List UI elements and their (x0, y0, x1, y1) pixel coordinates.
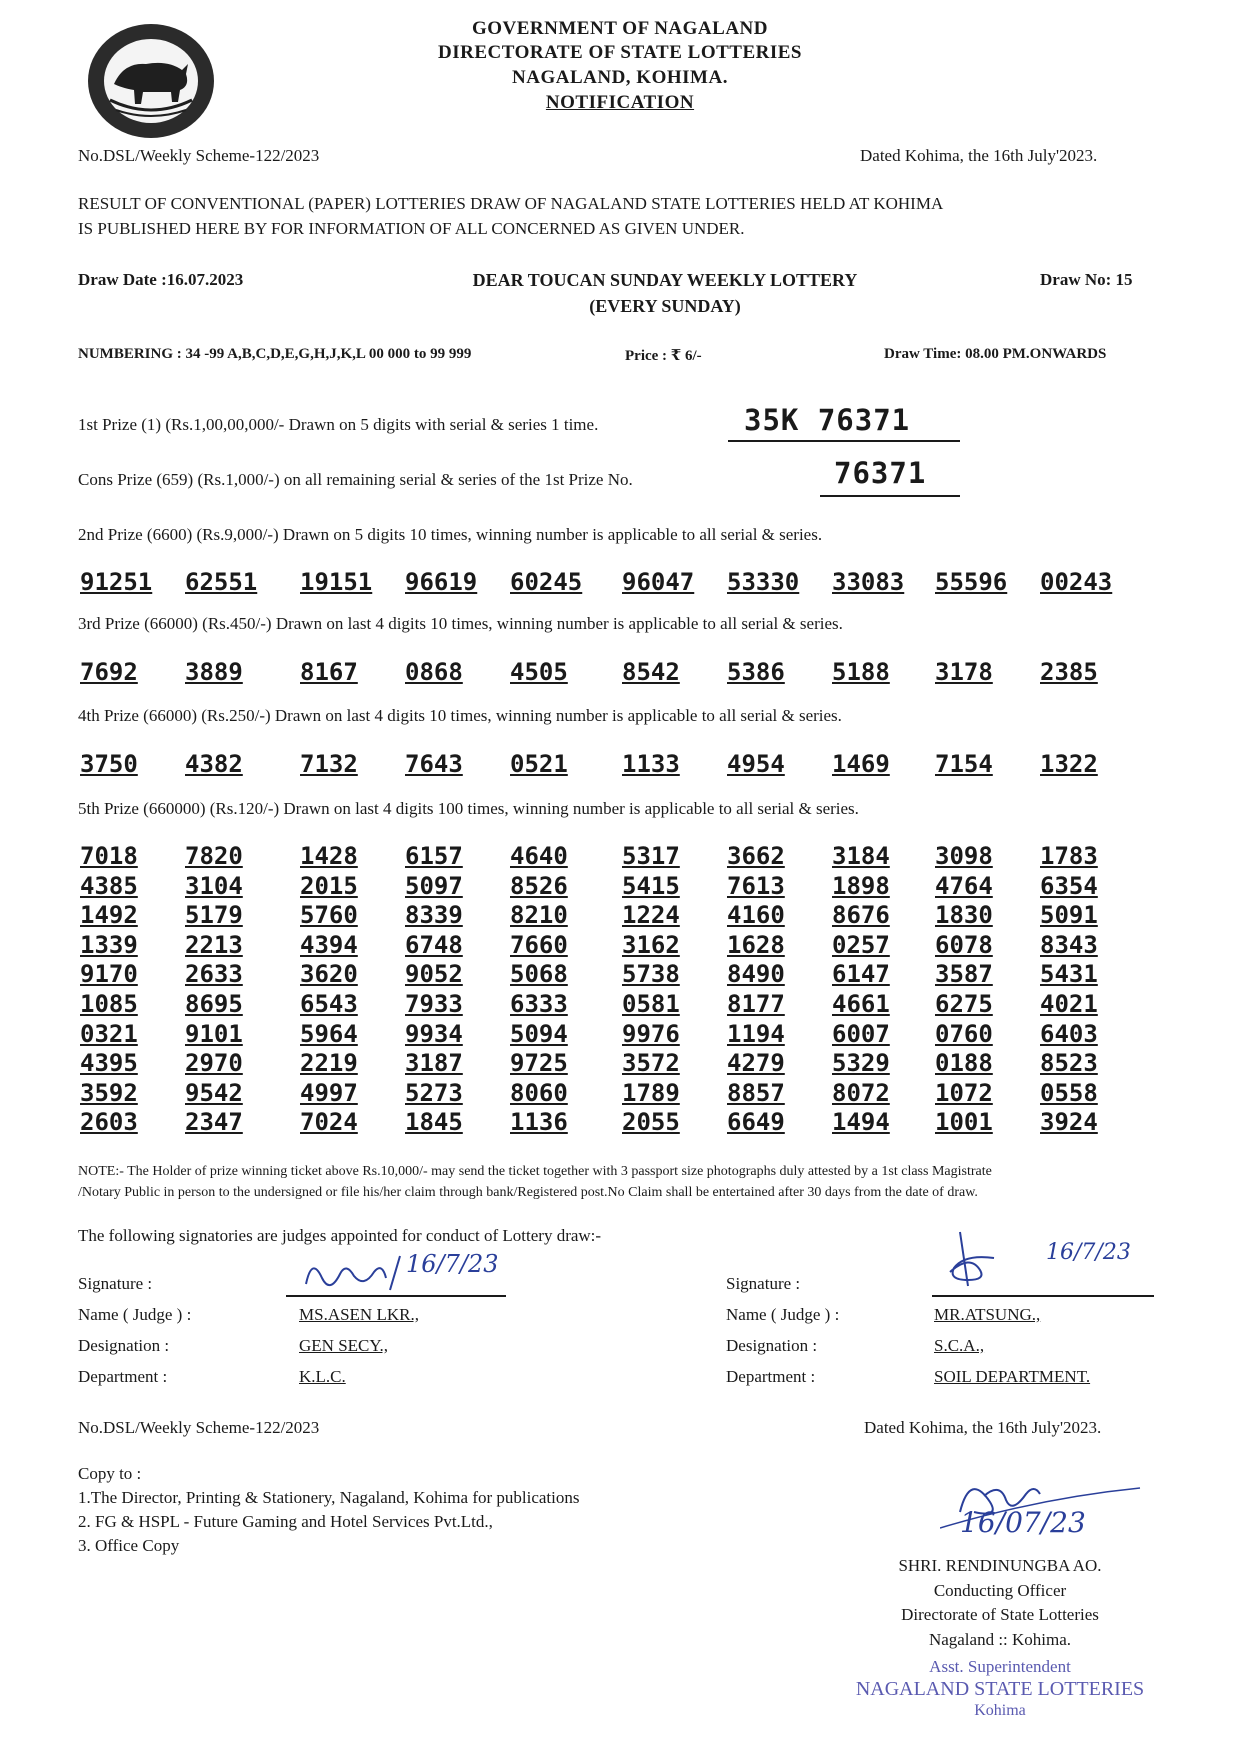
second-prize-number: 19151 (300, 568, 373, 596)
footer-reference-number: No.DSL/Weekly Scheme-122/2023 (78, 1418, 320, 1437)
name-label: Name ( Judge ) : (78, 1305, 192, 1324)
judge1-signature-date: 16/7/23 (406, 1250, 499, 1278)
fourth-prize-number: 4954 (727, 750, 785, 778)
first-prize-text: 1st Prize (1) (Rs.1,00,00,000/- Drawn on 5 digits with serial & series 1 time. (78, 415, 599, 434)
second-prize-numbers (80, 566, 1130, 598)
fifth-prize-number: 3104 (185, 871, 243, 900)
fifth-prize-number: 1789 (622, 1078, 680, 1107)
fifth-prize-number: 8210 (510, 901, 568, 930)
judge2-values (934, 1299, 1090, 1392)
officer-block (800, 1554, 1200, 1652)
third-prize-number: 0868 (405, 658, 463, 686)
fifth-prize-number: 9934 (405, 1019, 463, 1048)
fifth-prize-number: 1898 (832, 871, 890, 900)
fifth-prize-number: 5068 (510, 960, 568, 989)
draw-time: Draw Time: 08.00 PM.ONWARDS (884, 346, 1107, 362)
fifth-prize-number: 5097 (405, 871, 463, 900)
signature-label: Signature : (726, 1274, 801, 1293)
fifth-prize-number: 8676 (832, 901, 890, 930)
second-prize-number: 96047 (622, 568, 695, 596)
fifth-prize-number: 9101 (185, 1019, 243, 1048)
copy-to-item: 1.The Director, Printing & Stationery, Nagaland, Kohima for publications (78, 1488, 580, 1507)
judge1-designation: GEN SECY., (299, 1336, 388, 1355)
fourth-prize-number: 7132 (300, 750, 358, 778)
fifth-prize-number: 8343 (1040, 930, 1098, 959)
note-line-1: NOTE:- The Holder of prize winning ticket above Rs.10,000/- may send the ticket together with 3 passport size photographs duly attested by a 1st class Magistrate (78, 1164, 992, 1179)
fifth-prize-number: 1628 (727, 930, 785, 959)
fifth-prize-number: 6403 (1040, 1019, 1098, 1048)
second-prize-number: 33083 (832, 568, 905, 596)
second-prize-number: 60245 (510, 568, 583, 596)
fifth-prize-number: 3184 (832, 842, 890, 870)
officer-dept: Directorate of State Lotteries (901, 1605, 1099, 1624)
fifth-prize-number: 7613 (727, 871, 785, 900)
officer-signature (940, 1466, 1150, 1548)
judge1-labels (78, 1268, 191, 1392)
fifth-prize-number: 2633 (185, 960, 243, 989)
fifth-prize-number: 3162 (622, 930, 680, 959)
judge2-designation: S.C.A., (934, 1336, 985, 1355)
fifth-prize-number: 5760 (300, 901, 358, 930)
draw-number: Draw No: 15 (1040, 270, 1133, 289)
fifth-prize-number: 5431 (1040, 960, 1098, 989)
fifth-prize-number: 3187 (405, 1049, 463, 1078)
fifth-prize-number: 5329 (832, 1049, 890, 1078)
first-prize-number: 35K 76371 (744, 403, 911, 437)
note-line-2: /Notary Public in person to the undersigned or file his/her claim through bank/Registered post.No Claim shall be entertained after 30 days from the date of draw. (78, 1185, 978, 1200)
officer-place: Nagaland :: Kohima. (928, 1629, 1072, 1649)
fifth-prize-number: 9052 (405, 960, 463, 989)
second-prize-number: 91251 (80, 568, 153, 596)
cons-prize-number: 76371 (834, 456, 927, 490)
fifth-prize-number: 6748 (405, 930, 463, 959)
cons-prize-underline (820, 495, 960, 497)
fifth-prize-number: 4395 (80, 1049, 138, 1078)
fifth-prize-number: 5091 (1040, 901, 1098, 930)
judge2-labels (726, 1268, 839, 1392)
judge2-signature (932, 1226, 1154, 1300)
judge1-name: MS.ASEN LKR., (299, 1305, 419, 1324)
department-label: Department : (726, 1367, 816, 1386)
copy-to-item: 2. FG & HSPL - Future Gaming and Hotel Services Pvt.Ltd., (78, 1512, 493, 1531)
fifth-prize-number: 0188 (935, 1049, 993, 1078)
fifth-prize-number: 7820 (185, 842, 243, 870)
fifth-prize-number: 5094 (510, 1019, 568, 1048)
lottery-title: DEAR TOUCAN SUNDAY WEEKLY LOTTERY (472, 270, 858, 290)
fifth-prize-number: 1136 (510, 1108, 568, 1137)
stamp-line-1: Asst. Superintendent (929, 1657, 1071, 1676)
fifth-prize-number: 4394 (300, 930, 358, 959)
fifth-prize-number: 1492 (80, 901, 138, 930)
fifth-prize-number: 5415 (622, 871, 680, 900)
copy-to-block (78, 1462, 580, 1558)
fifth-prize-number: 1845 (405, 1108, 463, 1137)
header-notification (0, 92, 1240, 114)
fifth-prize-number: 5738 (622, 960, 680, 989)
header-line-3: NAGALAND, KOHIMA. (512, 67, 728, 88)
fifth-prize-number: 8523 (1040, 1049, 1098, 1078)
fifth-prize-number: 6078 (935, 930, 993, 959)
fifth-prize-number: 1783 (1040, 842, 1098, 870)
fifth-prize-number: 7024 (300, 1108, 358, 1137)
fifth-prize-number: 1224 (622, 901, 680, 930)
copy-to-item: 3. Office Copy (78, 1536, 180, 1555)
fifth-prize-number: 6147 (832, 960, 890, 989)
fifth-prize-number: 2970 (185, 1049, 243, 1078)
second-prize-number: 00243 (1040, 568, 1113, 596)
fifth-prize-number: 2347 (185, 1108, 243, 1137)
stamp-line-3: Kohima (974, 1702, 1026, 1719)
fifth-prize-number: 4640 (510, 842, 568, 870)
judge2-signature-date: 16/7/23 (1046, 1240, 1131, 1265)
fifth-prize-number: 4279 (727, 1049, 785, 1078)
fifth-prize-number: 9542 (185, 1078, 243, 1107)
fourth-prize-number: 7643 (405, 750, 463, 778)
fifth-prize-number: 6543 (300, 989, 358, 1018)
second-prize-number: 55596 (935, 568, 1008, 596)
fifth-prize-number: 6007 (832, 1019, 890, 1048)
third-prize-number: 4505 (510, 658, 568, 686)
fifth-prize-number: 4997 (300, 1078, 358, 1107)
fourth-prize-number: 7154 (935, 750, 993, 778)
header-line-1: GOVERNMENT OF NAGALAND (471, 18, 768, 39)
fifth-prize-number: 1194 (727, 1019, 785, 1048)
fifth-prize-number: 1072 (935, 1078, 993, 1107)
fifth-prize-number: 7018 (80, 842, 138, 870)
fifth-prize-number: 9725 (510, 1049, 568, 1078)
fifth-prize-number: 4764 (935, 871, 993, 900)
second-prize-number: 96619 (405, 568, 478, 596)
fifth-prize-number: 5273 (405, 1078, 463, 1107)
fifth-prize-number: 7660 (510, 930, 568, 959)
judge2-department: SOIL DEPARTMENT. (934, 1367, 1091, 1386)
third-prize-text: 3rd Prize (66000) (Rs.450/-) Drawn on last 4 digits 10 times, winning number is applicable to all serial & series. (78, 614, 843, 633)
third-prize-number: 3889 (185, 658, 243, 686)
fifth-prize-number: 6354 (1040, 871, 1098, 900)
judges-intro: The following signatories are judges appointed for conduct of Lottery draw:- (78, 1226, 602, 1245)
intro-line-1: RESULT OF CONVENTIONAL (PAPER) LOTTERIES DRAW OF NAGALAND STATE LOTTERIES HELD AT KOHIMA (78, 194, 944, 213)
second-prize-number: 53330 (727, 568, 800, 596)
stamp-line-2: NAGALAND STATE LOTTERIES (855, 1678, 1145, 1700)
judge2-name: MR.ATSUNG., (934, 1305, 1041, 1324)
fifth-prize-number: 4385 (80, 871, 138, 900)
fifth-prize-number: 4160 (727, 901, 785, 930)
fifth-prize-number: 9976 (622, 1019, 680, 1048)
fifth-prize-number: 5179 (185, 901, 243, 930)
third-prize-number: 5188 (832, 658, 890, 686)
fourth-prize-number: 4382 (185, 750, 243, 778)
fifth-prize-number: 5317 (622, 842, 680, 870)
officer-name: SHRI. RENDINUNGBA AO. (898, 1556, 1102, 1575)
fifth-prize-number: 8857 (727, 1078, 785, 1107)
fifth-prize-number: 8490 (727, 960, 785, 989)
designation-label: Designation : (78, 1336, 170, 1355)
fourth-prize-number: 0521 (510, 750, 568, 778)
third-prize-number: 5386 (727, 658, 785, 686)
lottery-subtitle: (EVERY SUNDAY) (589, 296, 741, 316)
reference-number: No.DSL/Weekly Scheme-122/2023 (78, 146, 320, 165)
cons-prize-text: Cons Prize (659) (Rs.1,000/-) on all remaining serial & series of the 1st Prize No. (78, 470, 633, 489)
fifth-prize-number: 6649 (727, 1108, 785, 1137)
dated-line: Dated Kohima, the 16th July'2023. (860, 146, 1098, 165)
third-prize-number: 8167 (300, 658, 358, 686)
fifth-prize-number: 3592 (80, 1078, 138, 1107)
fourth-prize-text: 4th Prize (66000) (Rs.250/-) Drawn on last 4 digits 10 times, winning number is applicable to all serial & series. (78, 706, 842, 725)
fourth-prize-number: 1133 (622, 750, 680, 778)
draw-date: Draw Date :16.07.2023 (78, 270, 244, 289)
fifth-prize-number: 2213 (185, 930, 243, 959)
fifth-prize-number: 2055 (622, 1108, 680, 1137)
fifth-prize-number: 4661 (832, 989, 890, 1018)
fifth-prize-number: 1428 (300, 842, 358, 870)
fifth-prize-number: 8695 (185, 989, 243, 1018)
fifth-prize-number: 6275 (935, 989, 993, 1018)
name-label: Name ( Judge ) : (726, 1305, 840, 1324)
fifth-prize-number: 0257 (832, 930, 890, 959)
officer-title: Conducting Officer (933, 1580, 1067, 1600)
judge1-department: K.L.C. (299, 1367, 346, 1386)
intro-line-2: IS PUBLISHED HERE BY FOR INFORMATION OF ALL CONCERNED AS GIVEN UNDER. (78, 219, 745, 238)
fifth-prize-number: 0760 (935, 1019, 993, 1048)
third-prize-number: 8542 (622, 658, 680, 686)
footer-dated-line: Dated Kohima, the 16th July'2023. (864, 1418, 1102, 1437)
fifth-prize-number: 0581 (622, 989, 680, 1018)
fifth-prize-numbers (80, 842, 1130, 1138)
department-label: Department : (78, 1367, 168, 1386)
fifth-prize-number: 3098 (935, 842, 993, 870)
fourth-prize-number: 1469 (832, 750, 890, 778)
ticket-price: Price : ₹ 6/- (625, 348, 702, 364)
fourth-prize-number: 3750 (80, 750, 138, 778)
fifth-prize-number: 8177 (727, 989, 785, 1018)
fifth-prize-number: 1830 (935, 901, 993, 930)
judge1-values (299, 1299, 419, 1392)
fourth-prize-numbers (80, 748, 1130, 780)
fifth-prize-number: 3662 (727, 842, 785, 870)
header-line-2: DIRECTORATE OF STATE LOTTERIES (438, 42, 802, 63)
notification-title: NOTIFICATION (545, 92, 695, 113)
first-prize-underline (728, 440, 960, 442)
numbering: NUMBERING : 34 -99 A,B,C,D,E,G,H,J,K,L 00 000 to 99 999 (78, 346, 472, 362)
fifth-prize-number: 1001 (935, 1108, 993, 1137)
fifth-prize-number: 2015 (300, 871, 358, 900)
fifth-prize-number: 4021 (1040, 989, 1098, 1018)
third-prize-number: 7692 (80, 658, 138, 686)
second-prize-text: 2nd Prize (6600) (Rs.9,000/-) Drawn on 5 digits 10 times, winning number is applicable to all serial & series. (78, 525, 823, 544)
fifth-prize-number: 8060 (510, 1078, 568, 1107)
fifth-prize-number: 9170 (80, 960, 138, 989)
fifth-prize-number: 2219 (300, 1049, 358, 1078)
fifth-prize-number: 8526 (510, 871, 568, 900)
signature-label: Signature : (78, 1274, 153, 1293)
fifth-prize-number: 3587 (935, 960, 993, 989)
fifth-prize-number: 1494 (832, 1108, 890, 1137)
fifth-prize-number: 8072 (832, 1078, 890, 1107)
fifth-prize-number: 6157 (405, 842, 463, 870)
office-stamp (800, 1656, 1200, 1722)
fifth-prize-number: 0321 (80, 1019, 138, 1048)
fifth-prize-number: 7933 (405, 989, 463, 1018)
fifth-prize-number: 3620 (300, 960, 358, 989)
third-prize-numbers (80, 656, 1130, 688)
second-prize-number: 62551 (185, 568, 258, 596)
copy-to-label: Copy to : (78, 1464, 142, 1483)
fourth-prize-number: 1322 (1040, 750, 1098, 778)
fifth-prize-number: 8339 (405, 901, 463, 930)
judge1-signature (286, 1250, 506, 1300)
fifth-prize-number: 3924 (1040, 1108, 1098, 1137)
officer-signature-date: 16/07/23 (960, 1506, 1086, 1539)
fifth-prize-number: 3572 (622, 1049, 680, 1078)
fifth-prize-number: 2603 (80, 1108, 138, 1137)
fifth-prize-text: 5th Prize (660000) (Rs.120/-) Drawn on last 4 digits 100 times, winning number is applicable to all serial & series. (78, 799, 859, 818)
fifth-prize-number: 1339 (80, 930, 138, 959)
third-prize-number: 2385 (1040, 658, 1098, 686)
fifth-prize-number: 0558 (1040, 1078, 1098, 1107)
fifth-prize-number: 6333 (510, 989, 568, 1018)
fifth-prize-number: 5964 (300, 1019, 358, 1048)
designation-label: Designation : (726, 1336, 818, 1355)
third-prize-number: 3178 (935, 658, 993, 686)
fifth-prize-number: 1085 (80, 989, 138, 1018)
